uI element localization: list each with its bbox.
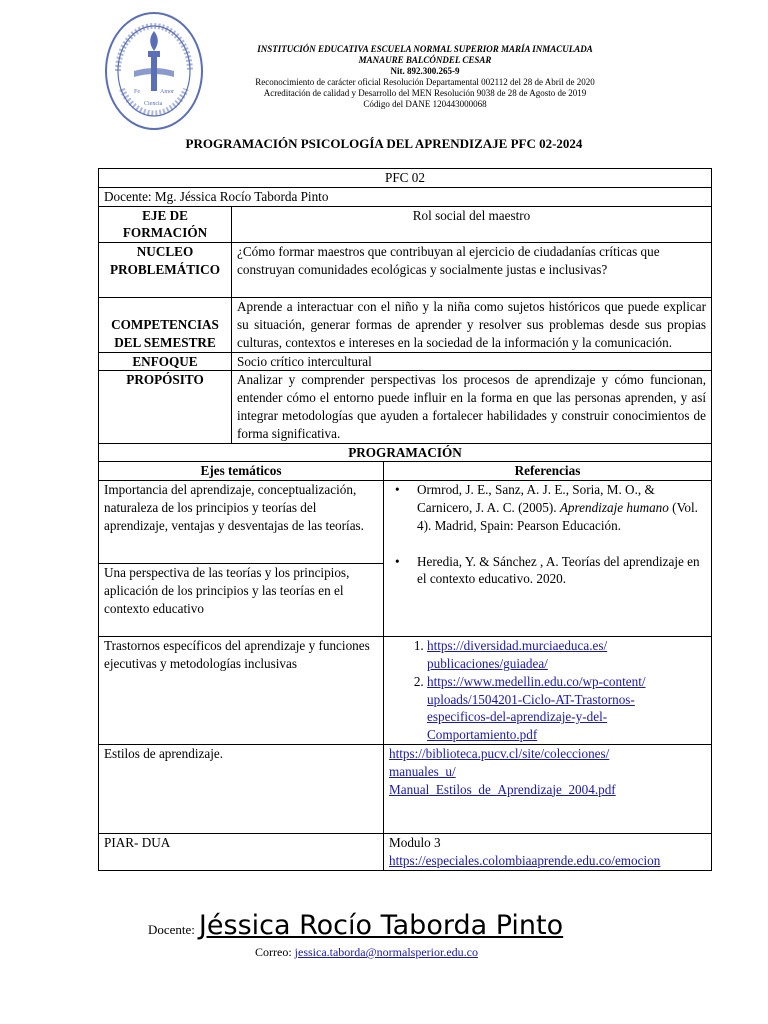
correo-line [255, 945, 478, 960]
reference-heredia: • Heredia, Y. & Sánchez , A. Teorías del aprendizaje en el contexto educativo. 2020. [411, 553, 706, 589]
ejes-column-header: Ejes temáticos [99, 462, 384, 481]
eje-row [99, 206, 712, 243]
eje-tematico-2: Una perspectiva de las teorías y los principios, aplicación de los principios y las teorías en el contexto educativo [99, 564, 384, 637]
referencias-cell-4 [384, 744, 712, 833]
proposito-label: PROPÓSITO [99, 371, 232, 443]
link-item-1 [427, 637, 706, 673]
code-row [99, 169, 712, 188]
eje-row-1 [99, 481, 712, 564]
document-title: PROGRAMACIÓN PSICOLOGÍA DEL APRENDIZAJE PFC 02-2024 [185, 136, 583, 151]
docente-footer-label: Docente: [148, 922, 195, 937]
correo-email-link[interactable]: jessica.taborda@normalsperior.edu.co [294, 945, 478, 959]
link-medellin[interactable]: https://www.medellin.edu.co/wp-content/ uploads/1504201-Ciclo-AT-Trastornos- especificos-del-aprendizaje-y-del- Comportamiento.pdf [427, 673, 646, 743]
eje-row-5 [99, 833, 712, 870]
header-line-3: Código del DANE 120443000068 [363, 99, 487, 109]
programacion-heading: PROGRAMACIÓN [99, 443, 712, 462]
programacion-row [99, 443, 712, 462]
institution-nit: Nit. 892.300.265-9 [390, 66, 460, 76]
eje-row-4 [99, 744, 712, 833]
enfoque-value: Socio crítico intercultural [232, 352, 712, 371]
eje-tematico-5: PIAR- DUA [99, 833, 384, 870]
modulo-text: Modulo 3 [389, 834, 441, 850]
institution-seal-logo [104, 11, 204, 131]
nucleo-value: ¿Cómo formar maestros que contribuyan al ejercicio de ciudadanías críticas que construyan comunidades ecológicas y socialmente justas e inclusivas? [232, 243, 712, 298]
correo-label: Correo: [255, 945, 292, 959]
docente-row [99, 187, 712, 206]
competencias-value: Aprende a interactuar con el niño y la niña como sujetos históricos que puede explicar su situación, generar formas de aprender y resolver sus problemas desde sus propias culturas, contextos e intereses en la sociedad de la información y la comunicación. [232, 298, 712, 352]
program-table [98, 168, 712, 871]
referencias-cell-1 [384, 481, 712, 637]
eje-label: EJE DE FORMACIÓN [99, 206, 232, 243]
competencias-label: COMPETENCIAS DEL SEMESTRE [99, 298, 232, 352]
eje-tematico-4: Estilos de aprendizaje. [99, 744, 384, 833]
institution-location: MANAURE BALCÓNDEL CESAR [358, 55, 492, 65]
referencias-cell-5 [384, 833, 712, 870]
referencias-column-header: Referencias [384, 462, 712, 481]
links-list [389, 637, 706, 744]
link-item-2 [427, 673, 706, 744]
seal-word-fe: Fe [134, 89, 140, 95]
enfoque-row [99, 352, 712, 371]
eje-row-3 [99, 637, 712, 745]
code-cell: PFC 02 [99, 169, 712, 188]
reference-ormrod: • Ormrod, J. E., Sanz, A. J. E., Soria, M. O., & Carnicero, J. A. C. (2005). Aprendizaje humano (Vol. 4). Madrid, Spain: Pearson Educación. [411, 481, 706, 534]
eje-tematico-3: Trastornos específicos del aprendizaje y funciones ejecutivas y metodologías inclusivas [99, 637, 384, 745]
link-murciaeduca[interactable]: https://diversidad.murciaeduca.es/ publicaciones/guiadea/ [427, 638, 608, 671]
header-line-1: Reconocimiento de carácter oficial Resolución Departamental 002112 del 28 de Abril de 2020 [255, 77, 595, 87]
footer-signature-line [148, 910, 563, 941]
references-list [389, 481, 706, 588]
institution-header [215, 44, 635, 110]
link-colombiaaprende[interactable]: https://especiales.colombiaaprende.edu.co/emocion [389, 852, 661, 868]
link-pucv[interactable]: https://biblioteca.pucv.cl/site/colecciones/ manuales_u/ Manual_Estilos_de_Aprendizaje_2004.pdf [389, 745, 616, 797]
competencias-row [99, 298, 712, 352]
seal-word-ciencia: Ciencia [144, 101, 163, 107]
referencias-cell-3 [384, 637, 712, 745]
columns-header-row [99, 462, 712, 481]
eje-tematico-1: Importancia del aprendizaje, conceptualización, naturaleza de los principios y teorías del aprendizaje, ventajas y desventajas de las teorías. [99, 481, 384, 564]
docente-signature-name: Jéssica Rocío Taborda Pinto [198, 910, 564, 941]
proposito-value: Analizar y comprender perspectivas los procesos de aprendizaje y cómo funcionan, entender cómo el entorno puede influir en la forma en que las personas aprenden, y así integrar metodologías que ayuden a fortalecer habilidades y construir conocimientos de forma significativa. [232, 371, 712, 443]
eje-value: Rol social del maestro [232, 206, 712, 243]
seal-word-amor: Amor [160, 89, 174, 95]
enfoque-label: ENFOQUE [99, 352, 232, 371]
reference-book-title: Aprendizaje humano [559, 499, 669, 515]
docente-cell: Docente: Mg. Jéssica Rocío Taborda Pinto [99, 187, 712, 206]
header-line-2: Acreditación de calidad y Desarrollo del MEN Resolución 9038 de 28 de Agosto de 2019 [263, 88, 587, 98]
nucleo-label: NUCLEO PROBLEMÁTICO [99, 243, 232, 298]
nucleo-row [99, 243, 712, 298]
proposito-row [99, 371, 712, 443]
institution-name: INSTITUCIÓN EDUCATIVA ESCUELA NORMAL SUPERIOR MARÍA INMACULADA [257, 44, 593, 54]
